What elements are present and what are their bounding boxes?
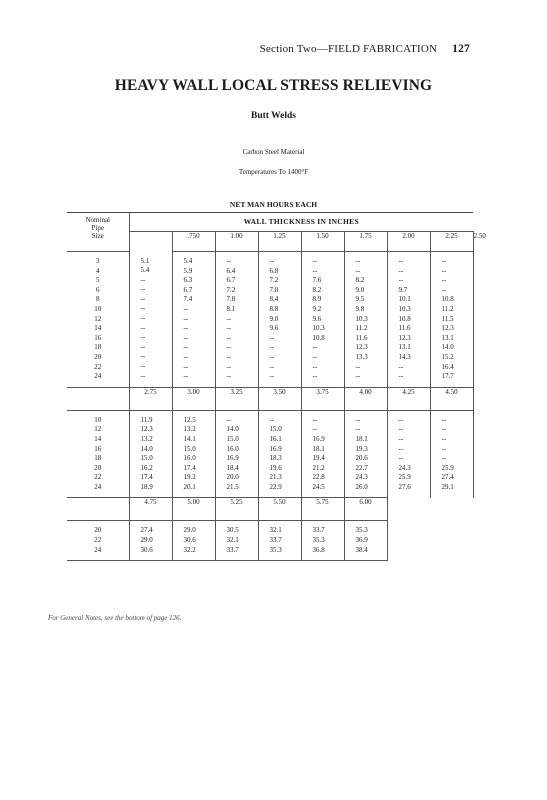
hours-value: --	[441, 415, 447, 424]
hours-value: --	[398, 434, 404, 443]
pipe-size-column	[67, 252, 129, 388]
hours-value: --	[183, 372, 189, 381]
body-section-3	[67, 521, 473, 561]
hours-value: 33.7	[269, 536, 282, 545]
hours-column	[344, 521, 387, 561]
hours-value: --	[312, 266, 318, 275]
hours-value: 20.6	[355, 454, 368, 463]
hours-value: 6.8	[269, 266, 279, 275]
hours-value: 7.2	[269, 276, 279, 285]
hours-value: 14.0	[140, 444, 153, 453]
hours-value: 8.1	[226, 304, 236, 313]
hours-value: 14.0	[226, 425, 239, 434]
hours-value: 35.3	[312, 536, 325, 545]
pipe-size: 20	[94, 526, 102, 535]
hours-value: --	[398, 372, 404, 381]
thickness-header: 3.50	[258, 387, 301, 410]
hours-value: 5.4	[183, 257, 193, 265]
hours-value: --	[140, 314, 146, 323]
hours-value: --	[398, 276, 404, 285]
pipe-size: 16	[94, 444, 102, 453]
pipe-size: 22	[94, 536, 102, 545]
hours-value: 7.6	[312, 276, 322, 285]
hours-column	[172, 252, 215, 388]
hours-column	[129, 252, 172, 388]
hours-value: --	[269, 343, 275, 352]
hours-value: --	[183, 324, 189, 333]
empty-cell	[430, 521, 473, 561]
nominal-pipe-size-header: Nominal Pipe Size	[67, 213, 129, 252]
hours-value: 25.9	[441, 463, 454, 472]
hours-value: --	[183, 362, 189, 371]
hours-value: 17.7	[441, 372, 454, 381]
hours-value: 20.1	[183, 482, 196, 491]
body-section-2	[67, 410, 473, 498]
hours-value: 32.1	[269, 526, 282, 535]
hours-value: --	[140, 304, 146, 313]
hours-value: 18.1	[355, 434, 368, 443]
hours-value: 19.2	[183, 473, 196, 482]
hours-value: --	[226, 324, 232, 333]
hours-column	[344, 252, 387, 388]
hours-value: 6.7	[183, 285, 193, 294]
hours-value: --	[269, 415, 275, 424]
hours-value: 27.6	[398, 482, 411, 491]
empty-header-cell	[387, 498, 430, 521]
size-spacer	[67, 498, 129, 521]
hours-column	[215, 410, 258, 498]
pipe-size: 16	[94, 333, 102, 342]
hours-value: --	[269, 362, 275, 371]
hours-column	[129, 521, 172, 561]
pipe-size: 8	[96, 295, 100, 304]
hours-value: 12.3	[398, 333, 411, 342]
hours-value: 16.9	[226, 454, 239, 463]
pipe-size: 4	[96, 266, 100, 275]
hours-value: 11.6	[355, 333, 368, 342]
hours-value: 36.9	[355, 536, 368, 545]
hours-value: --	[183, 352, 189, 361]
hours-value: 19.6	[269, 463, 282, 472]
hours-value: 14.0	[441, 343, 454, 352]
footnote: For General Notes, see the bottom of page 126.	[48, 614, 182, 622]
pipe-size: 12	[94, 425, 102, 434]
hours-value: 30.6	[140, 545, 153, 554]
hours-value: 11.2	[441, 304, 454, 313]
thickness-header: 3.75	[301, 387, 344, 410]
hours-value: 7.8	[269, 285, 279, 294]
hours-value: --	[441, 285, 447, 294]
hours-value: 20.0	[226, 473, 239, 482]
hours-value: --	[312, 343, 318, 352]
hours-value: --	[140, 294, 146, 303]
pipe-size: 18	[94, 454, 102, 463]
hours-value: 27.4	[441, 473, 454, 482]
hours-value: 16.0	[183, 454, 196, 463]
hours-value: 14.1	[183, 434, 196, 443]
man-hours-table	[67, 212, 486, 561]
hours-value: 18.1	[312, 444, 325, 453]
pipe-size: 6	[96, 285, 100, 294]
hours-value: --	[226, 343, 232, 352]
subtitle: Butt Welds	[251, 111, 296, 121]
page-number: 127	[452, 43, 470, 55]
hours-value: --	[398, 415, 404, 424]
hours-value: 33.7	[312, 526, 325, 535]
hours-value: --	[355, 266, 361, 275]
hours-value: 6.4	[226, 266, 236, 275]
pipe-size-column	[67, 521, 129, 561]
hours-value: --	[140, 342, 146, 351]
hours-value: 35.3	[355, 526, 368, 535]
hours-value: --	[312, 362, 318, 371]
pipe-size: 18	[94, 343, 102, 352]
hours-value: 17.4	[140, 473, 153, 482]
hours-value: 16.9	[312, 434, 325, 443]
hours-value: 7.2	[226, 285, 236, 294]
material-note: Carbon Steel Material	[242, 148, 305, 156]
hours-value: 33.7	[226, 545, 239, 554]
hours-value: 12.3	[441, 324, 454, 333]
hours-column	[387, 252, 430, 388]
thickness-header: 2.75	[129, 387, 172, 410]
hours-value: --	[312, 257, 318, 265]
hours-value: 38.4	[355, 545, 368, 554]
hours-value: 19.4	[312, 454, 325, 463]
hours-value: --	[183, 304, 189, 313]
hours-column	[258, 410, 301, 498]
pipe-size: 22	[94, 473, 102, 482]
hours-value: --	[140, 352, 146, 361]
thickness-header: 1.50	[301, 232, 344, 252]
thickness-header: 6.00	[344, 498, 387, 521]
hours-value: 12.3	[140, 425, 153, 434]
hours-value: 8.2	[312, 285, 322, 294]
hours-value: --	[226, 333, 232, 342]
hours-value: --	[183, 333, 189, 342]
hours-value: 36.8	[312, 545, 325, 554]
hours-value: --	[312, 352, 318, 361]
hours-value: --	[355, 372, 361, 381]
hours-value: 21.3	[269, 473, 282, 482]
hours-value: 16.2	[140, 463, 153, 472]
hours-value: 15.0	[183, 444, 196, 453]
size-spacer	[67, 387, 129, 410]
hours-value: --	[398, 257, 404, 265]
hours-value: --	[441, 276, 447, 285]
pipe-size: 24	[94, 482, 102, 491]
hours-value: 24.5	[312, 482, 325, 491]
hours-value: 10.8	[441, 295, 454, 304]
hours-value: 18.3	[269, 454, 282, 463]
hours-value: 22.9	[269, 482, 282, 491]
hours-value: 17.4	[183, 463, 196, 472]
section-label: Section Two—FIELD FABRICATION	[259, 43, 438, 55]
hours-column	[258, 252, 301, 388]
hours-value: 9.0	[355, 285, 365, 294]
hours-value: --	[398, 266, 404, 275]
hours-value: --	[441, 454, 447, 463]
hours-value: --	[312, 425, 318, 434]
hours-value: 27.4	[140, 526, 153, 535]
thickness-header: 5.25	[215, 498, 258, 521]
hours-value: 24.3	[398, 463, 411, 472]
thickness-header: 4.00	[344, 387, 387, 410]
hours-value: --	[269, 333, 275, 342]
size-spacer	[129, 232, 172, 252]
hours-value: 5.1	[140, 256, 150, 265]
hours-column	[301, 252, 344, 388]
hours-value: --	[140, 371, 146, 380]
hours-value: 19.3	[355, 444, 368, 453]
hours-value: 8.2	[355, 276, 365, 285]
hours-value: --	[398, 454, 404, 463]
thickness-header: 2.00	[387, 232, 430, 252]
hours-column	[301, 410, 344, 498]
hours-value: 9.6	[312, 314, 322, 323]
thickness-header: 1.00	[215, 232, 258, 252]
hours-value: 22.8	[312, 473, 325, 482]
hours-column	[172, 410, 215, 498]
hours-column	[430, 410, 473, 498]
hours-value: 16.0	[226, 444, 239, 453]
thickness-header: 5.75	[301, 498, 344, 521]
hours-value: --	[226, 372, 232, 381]
hours-value: 15.0	[226, 434, 239, 443]
hours-value: 11.5	[441, 314, 454, 323]
hours-value: 18.9	[140, 482, 153, 491]
pipe-size: 20	[94, 463, 102, 472]
hours-value: --	[355, 425, 361, 434]
hours-value: --	[269, 372, 275, 381]
hours-value: --	[312, 372, 318, 381]
hours-value: 32.1	[226, 536, 239, 545]
temperature-note: Temperatures To 1400°F	[238, 168, 309, 176]
hours-value: --	[183, 343, 189, 352]
hours-value: 21.2	[312, 463, 325, 472]
hours-value: 8.8	[269, 304, 279, 313]
hours-value: --	[398, 444, 404, 453]
hours-value: 6.3	[183, 276, 193, 285]
hours-value: 13.2	[183, 425, 196, 434]
hours-value: --	[140, 362, 146, 371]
hours-value: 13.1	[441, 333, 454, 342]
hours-value: --	[355, 362, 361, 371]
wall-thickness-header: WALL THICKNESS IN INCHES	[129, 213, 473, 232]
hours-column	[344, 410, 387, 498]
hours-value: 16.1	[269, 434, 282, 443]
hours-value: --	[226, 415, 232, 424]
hours-value: --	[398, 425, 404, 434]
net-man-hours-heading: NET MAN HOURS EACH	[229, 200, 318, 209]
pipe-size: 10	[94, 415, 102, 424]
hours-value: --	[441, 434, 447, 443]
hours-value: 10.1	[398, 295, 411, 304]
hours-value: 10.3	[355, 314, 368, 323]
hours-value: 5.9	[183, 266, 193, 275]
thickness-header: 4.25	[387, 387, 430, 410]
hours-value: 13.2	[140, 434, 153, 443]
hours-value: 12.3	[355, 343, 368, 352]
hours-value: 35.3	[269, 545, 282, 554]
hours-value: --	[398, 362, 404, 371]
hours-value: 12.5	[183, 415, 196, 424]
hours-value: --	[269, 257, 275, 265]
thickness-header: .750	[172, 232, 215, 252]
hours-value: 26.0	[355, 482, 368, 491]
hours-value: 10.3	[398, 304, 411, 313]
pipe-size: 14	[94, 434, 102, 443]
hours-column	[215, 252, 258, 388]
hours-value: 14.3	[398, 352, 411, 361]
hours-value: 13.3	[355, 352, 368, 361]
thickness-header: 2.25	[430, 232, 473, 252]
thickness-header: 4.50	[430, 387, 473, 410]
hours-value: 9.8	[355, 304, 365, 313]
body-section-1	[67, 252, 473, 388]
hours-value: --	[355, 257, 361, 265]
pipe-size: 20	[94, 352, 102, 361]
thickness-header: 1.25	[258, 232, 301, 252]
hours-value: 29.0	[183, 526, 196, 535]
hours-value: 7.8	[226, 295, 236, 304]
hours-value: 30.6	[183, 536, 196, 545]
pipe-size: 24	[94, 545, 102, 554]
pipe-size: 10	[94, 304, 102, 313]
hours-value: 29.1	[441, 482, 454, 491]
hours-value: 15.0	[140, 454, 153, 463]
hours-value: 9.0	[269, 314, 279, 323]
hours-value: 10.3	[312, 324, 325, 333]
hours-value: 10.8	[312, 333, 325, 342]
hours-value: 30.5	[226, 526, 239, 535]
hours-value: 22.7	[355, 463, 368, 472]
hours-value: 9.2	[312, 304, 322, 313]
hours-value: 11.9	[140, 415, 153, 424]
hours-value: 16.4	[441, 362, 454, 371]
thickness-header: 4.75	[129, 498, 172, 521]
hours-column	[301, 521, 344, 561]
empty-header-cell	[430, 498, 473, 521]
thickness-row-1: .750 1.00 1.25 1.50 1.75 2.00 2.25 2.50	[67, 232, 473, 252]
thickness-header: 5.00	[172, 498, 215, 521]
hours-value: --	[441, 444, 447, 453]
hours-value: 21.5	[226, 482, 239, 491]
hours-value: 6.7	[226, 276, 236, 285]
hours-value: 32.2	[183, 545, 196, 554]
hours-column	[172, 521, 215, 561]
hours-value: --	[226, 362, 232, 371]
thickness-row-3	[67, 498, 473, 521]
hours-value: 5.4	[140, 266, 150, 275]
hours-value: --	[355, 415, 361, 424]
thickness-header: 3.00	[172, 387, 215, 410]
pipe-size-column	[67, 410, 129, 498]
hours-value: 16.9	[269, 444, 282, 453]
hours-value: --	[441, 425, 447, 434]
thickness-header: 3.25	[215, 387, 258, 410]
hours-value: 11.6	[398, 324, 411, 333]
hours-value: --	[140, 323, 146, 332]
hours-value: --	[140, 285, 146, 294]
thickness-header: 1.75	[344, 232, 387, 252]
hours-value: --	[269, 352, 275, 361]
hours-value: --	[226, 352, 232, 361]
thickness-row-2	[67, 387, 473, 410]
page-title: HEAVY WALL LOCAL STRESS RELIEVING	[114, 77, 433, 94]
empty-cell	[387, 521, 430, 561]
hours-column	[215, 521, 258, 561]
pipe-size: 12	[94, 314, 102, 323]
hours-value: 10.8	[398, 314, 411, 323]
pipe-size: 3	[96, 257, 100, 265]
hours-column	[129, 410, 172, 498]
hours-value: --	[312, 415, 318, 424]
hours-value: 15.2	[441, 352, 454, 361]
hours-value: 13.1	[398, 343, 411, 352]
hours-column	[258, 521, 301, 561]
hours-value: 18.4	[226, 463, 239, 472]
thickness-header: 5.50	[258, 498, 301, 521]
hours-value: 9.5	[355, 295, 365, 304]
hours-value: 8.4	[269, 295, 279, 304]
hours-value: --	[140, 275, 146, 284]
hours-value: 15.0	[269, 425, 282, 434]
hours-value: --	[183, 314, 189, 323]
hours-value: 9.6	[269, 324, 279, 333]
page-header	[0, 43, 470, 55]
hours-value: 7.4	[183, 295, 193, 304]
pipe-size: 24	[94, 372, 102, 381]
hours-value: --	[441, 266, 447, 275]
hours-value: --	[140, 333, 146, 342]
pipe-size: 5	[96, 276, 100, 285]
hours-value: 8.9	[312, 295, 322, 304]
hours-value: 29.0	[140, 536, 153, 545]
hours-column	[387, 410, 430, 498]
hours-value: --	[441, 257, 447, 265]
hours-value: --	[226, 314, 232, 323]
pipe-size: 22	[94, 362, 102, 371]
hours-value: 25.9	[398, 473, 411, 482]
hours-value: --	[226, 257, 232, 265]
pipe-size: 14	[94, 324, 102, 333]
hours-value: 11.2	[355, 324, 368, 333]
hours-value: 24.3	[355, 473, 368, 482]
hours-column	[430, 252, 473, 388]
hours-value: 9.7	[398, 285, 408, 294]
